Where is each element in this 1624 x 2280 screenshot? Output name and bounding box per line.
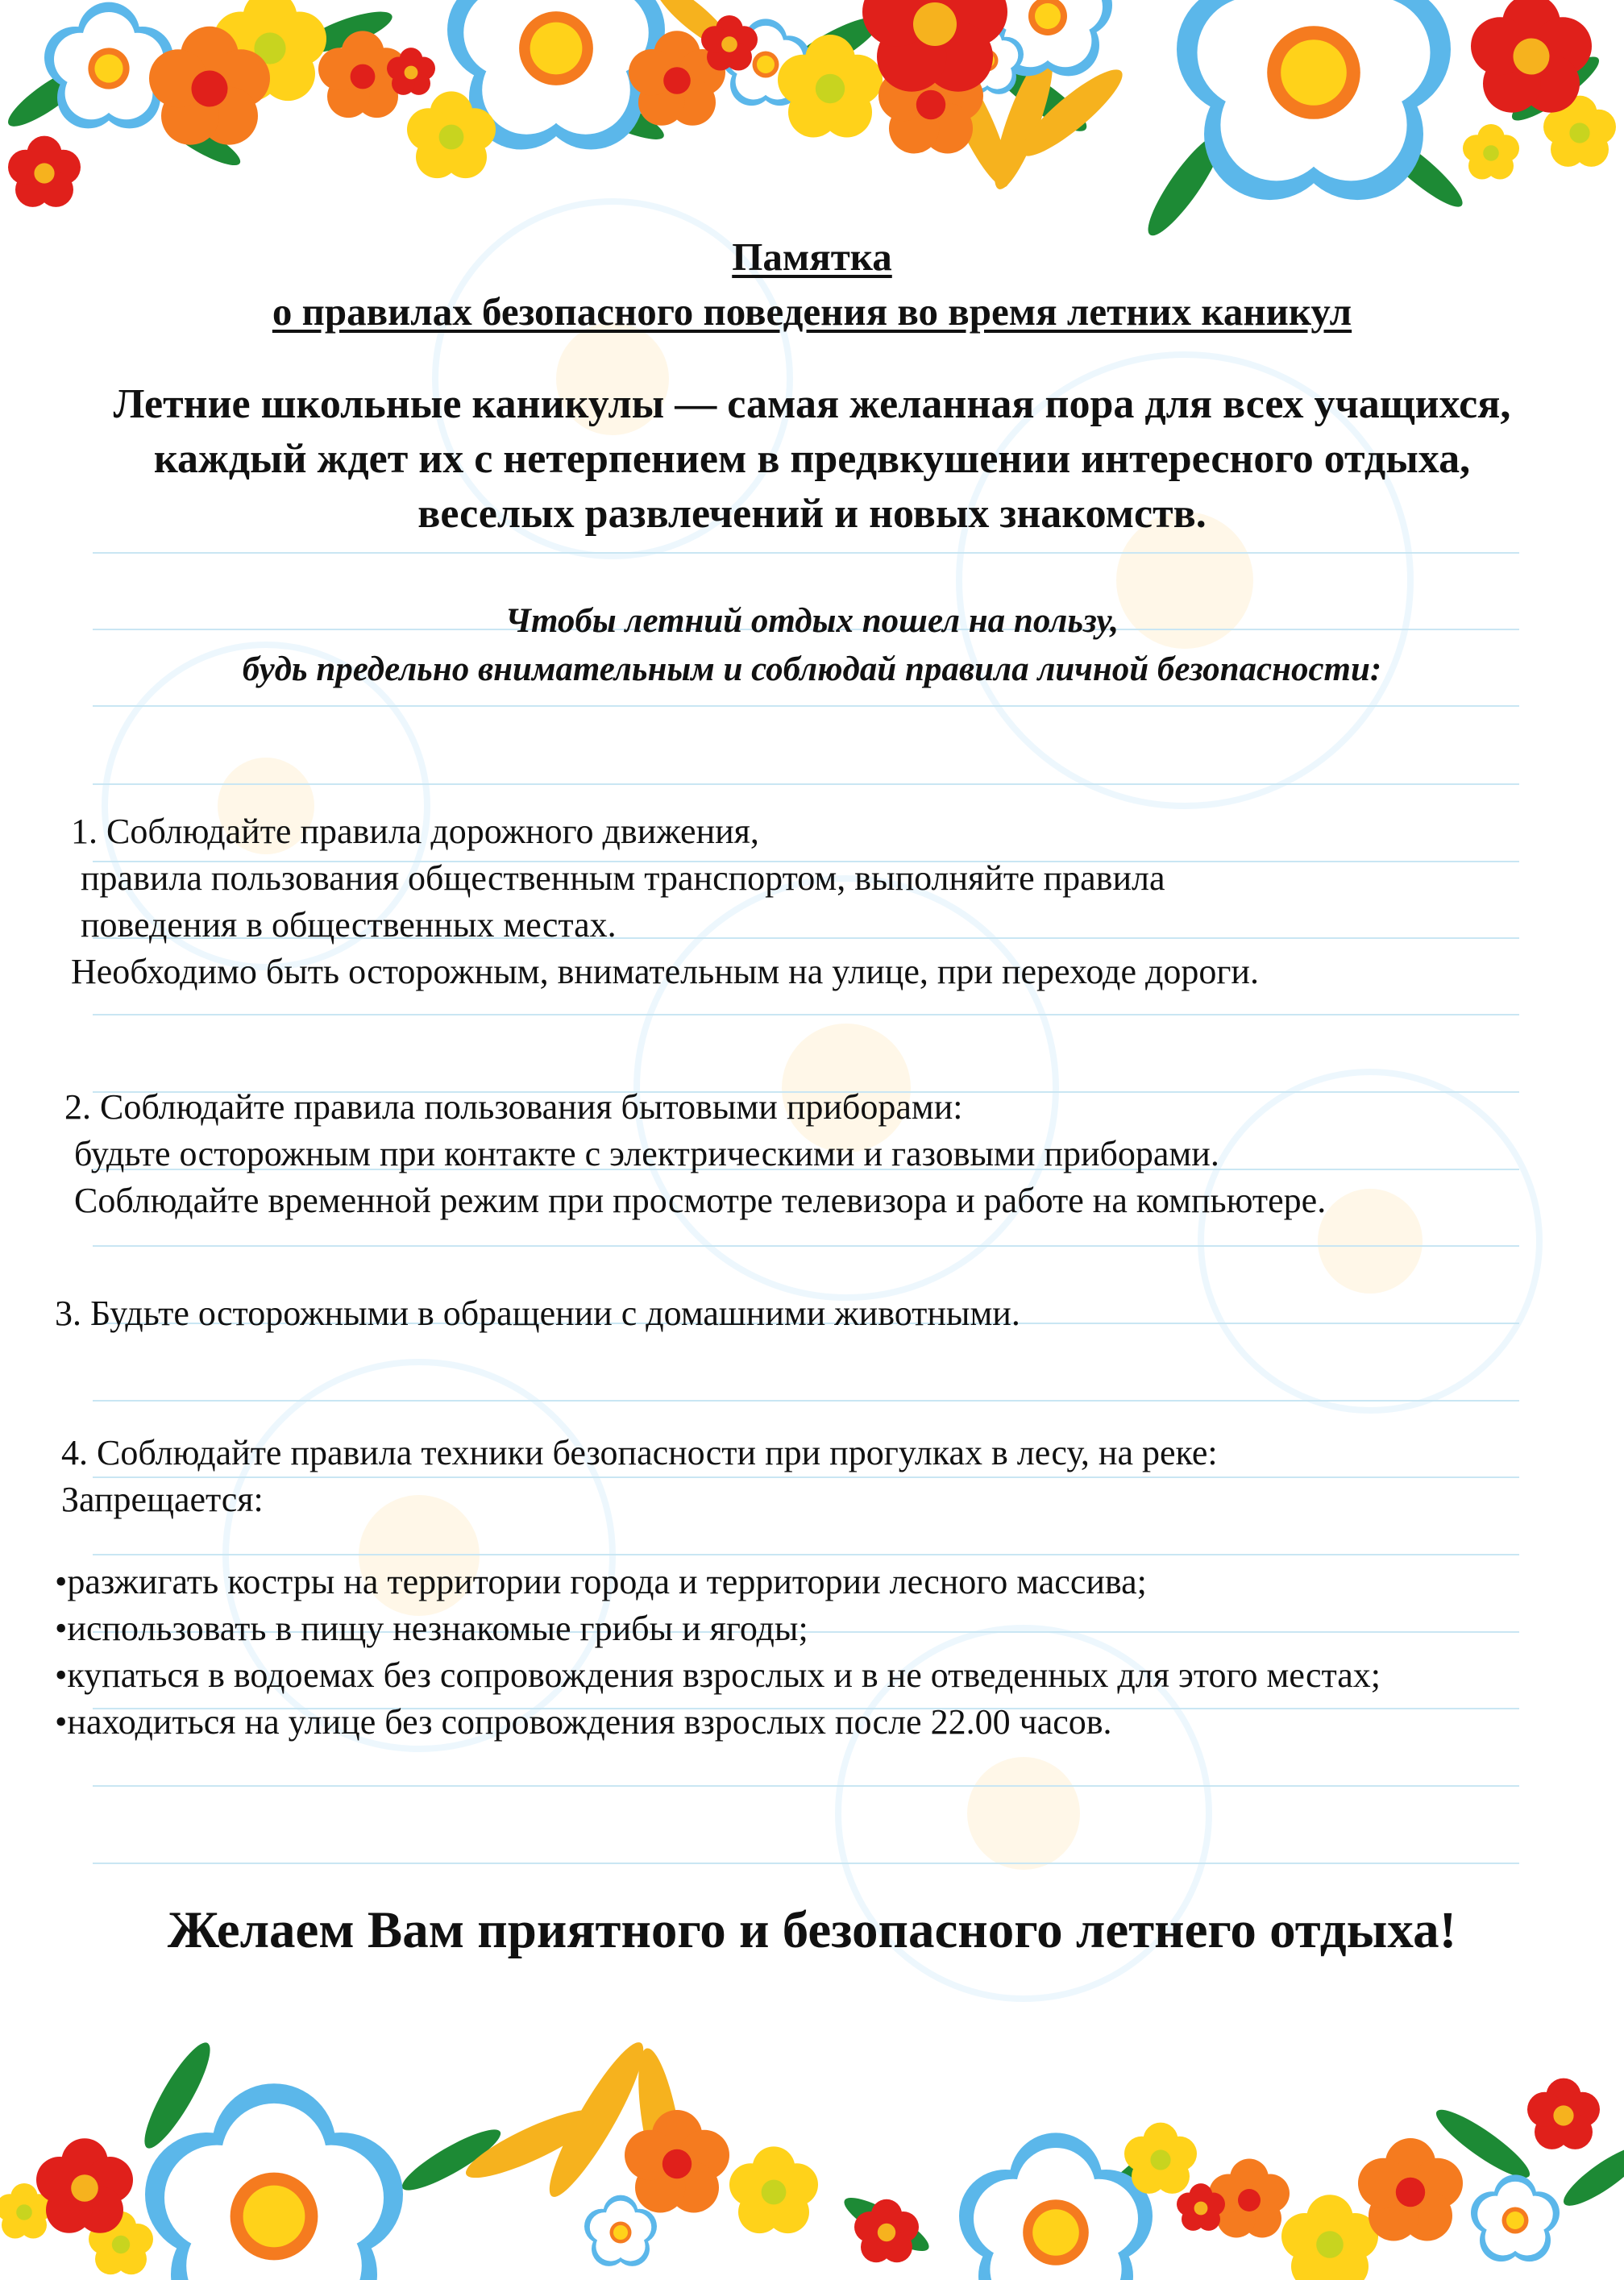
ruled-line	[93, 1476, 1519, 1478]
rule-3: 3. Будьте осторожными в обращении с домашними животными.	[55, 1294, 1020, 1333]
ruled-line	[93, 1554, 1519, 1555]
rule-1-line-3: поведения в общественных местах.	[81, 905, 617, 945]
ruled-line	[93, 1014, 1519, 1015]
rule-1-line-4: Необходимо быть осторожным, внимательным на улице, при переходе дороги.	[71, 952, 1259, 991]
prohibited-item: •находиться на улице без сопровождения взрослых после 22.00 часов.	[55, 1702, 1112, 1742]
rule-1-line-2: правила пользования общественным транспортом, выполняйте правила	[81, 858, 1165, 898]
rule-2-line-2: будьте осторожным при контакте с электрическими и газовыми приборами.	[74, 1134, 1219, 1173]
rule-4-line-2: Запрещается:	[61, 1480, 264, 1519]
ruled-line	[93, 705, 1519, 707]
note-line-2: будь предельно внимательным и соблюдай правила личной безопасности:	[242, 650, 1382, 688]
rule-2-line-3: Соблюдайте временной режим при просмотре телевизора и работе на компьютере.	[74, 1181, 1327, 1220]
prohibited-item: •купаться в водоемах без сопровождения взрослых и в не отведенных для этого местах;	[55, 1655, 1381, 1695]
ruled-line	[93, 552, 1519, 554]
ruled-line	[93, 1400, 1519, 1402]
flower-border-bottom	[0, 1999, 1624, 2280]
prohibited-item: •использовать в пищу незнакомые грибы и ягоды;	[55, 1609, 808, 1648]
intro-line-1: Летние школьные каникулы — самая желанная пора для всех учащихся,	[113, 381, 1511, 427]
memo-subtitle: о правилах безопасного поведения во время летних каникул	[272, 289, 1352, 334]
note-line-1: Чтобы летний отдых пошел на пользу,	[505, 602, 1119, 640]
rule-4-line-1: 4. Соблюдайте правила техники безопасности при прогулках в лесу, на реке:	[61, 1433, 1218, 1472]
flower-border-top	[0, 0, 1624, 266]
ruled-line	[93, 783, 1519, 785]
memo-title: Памятка	[732, 235, 892, 279]
rule-1-line-1: 1. Соблюдайте правила дорожного движения,	[71, 812, 759, 851]
rule-2-line-1: 2. Соблюдайте правила пользования бытовыми приборами:	[64, 1087, 963, 1127]
ruled-line	[93, 1863, 1519, 1864]
intro-line-3: веселых развлечений и новых знакомств.	[417, 491, 1207, 537]
closing-wish: Желаем Вам приятного и безопасного летнего отдыха!	[167, 1901, 1457, 1959]
intro-line-2: каждый ждет их с нетерпением в предвкушении интересного отдыха,	[153, 436, 1471, 482]
ruled-line	[93, 1245, 1519, 1247]
ruled-line	[93, 1785, 1519, 1787]
prohibited-item: •разжигать костры на территории города и территории лесного массива;	[55, 1562, 1147, 1601]
